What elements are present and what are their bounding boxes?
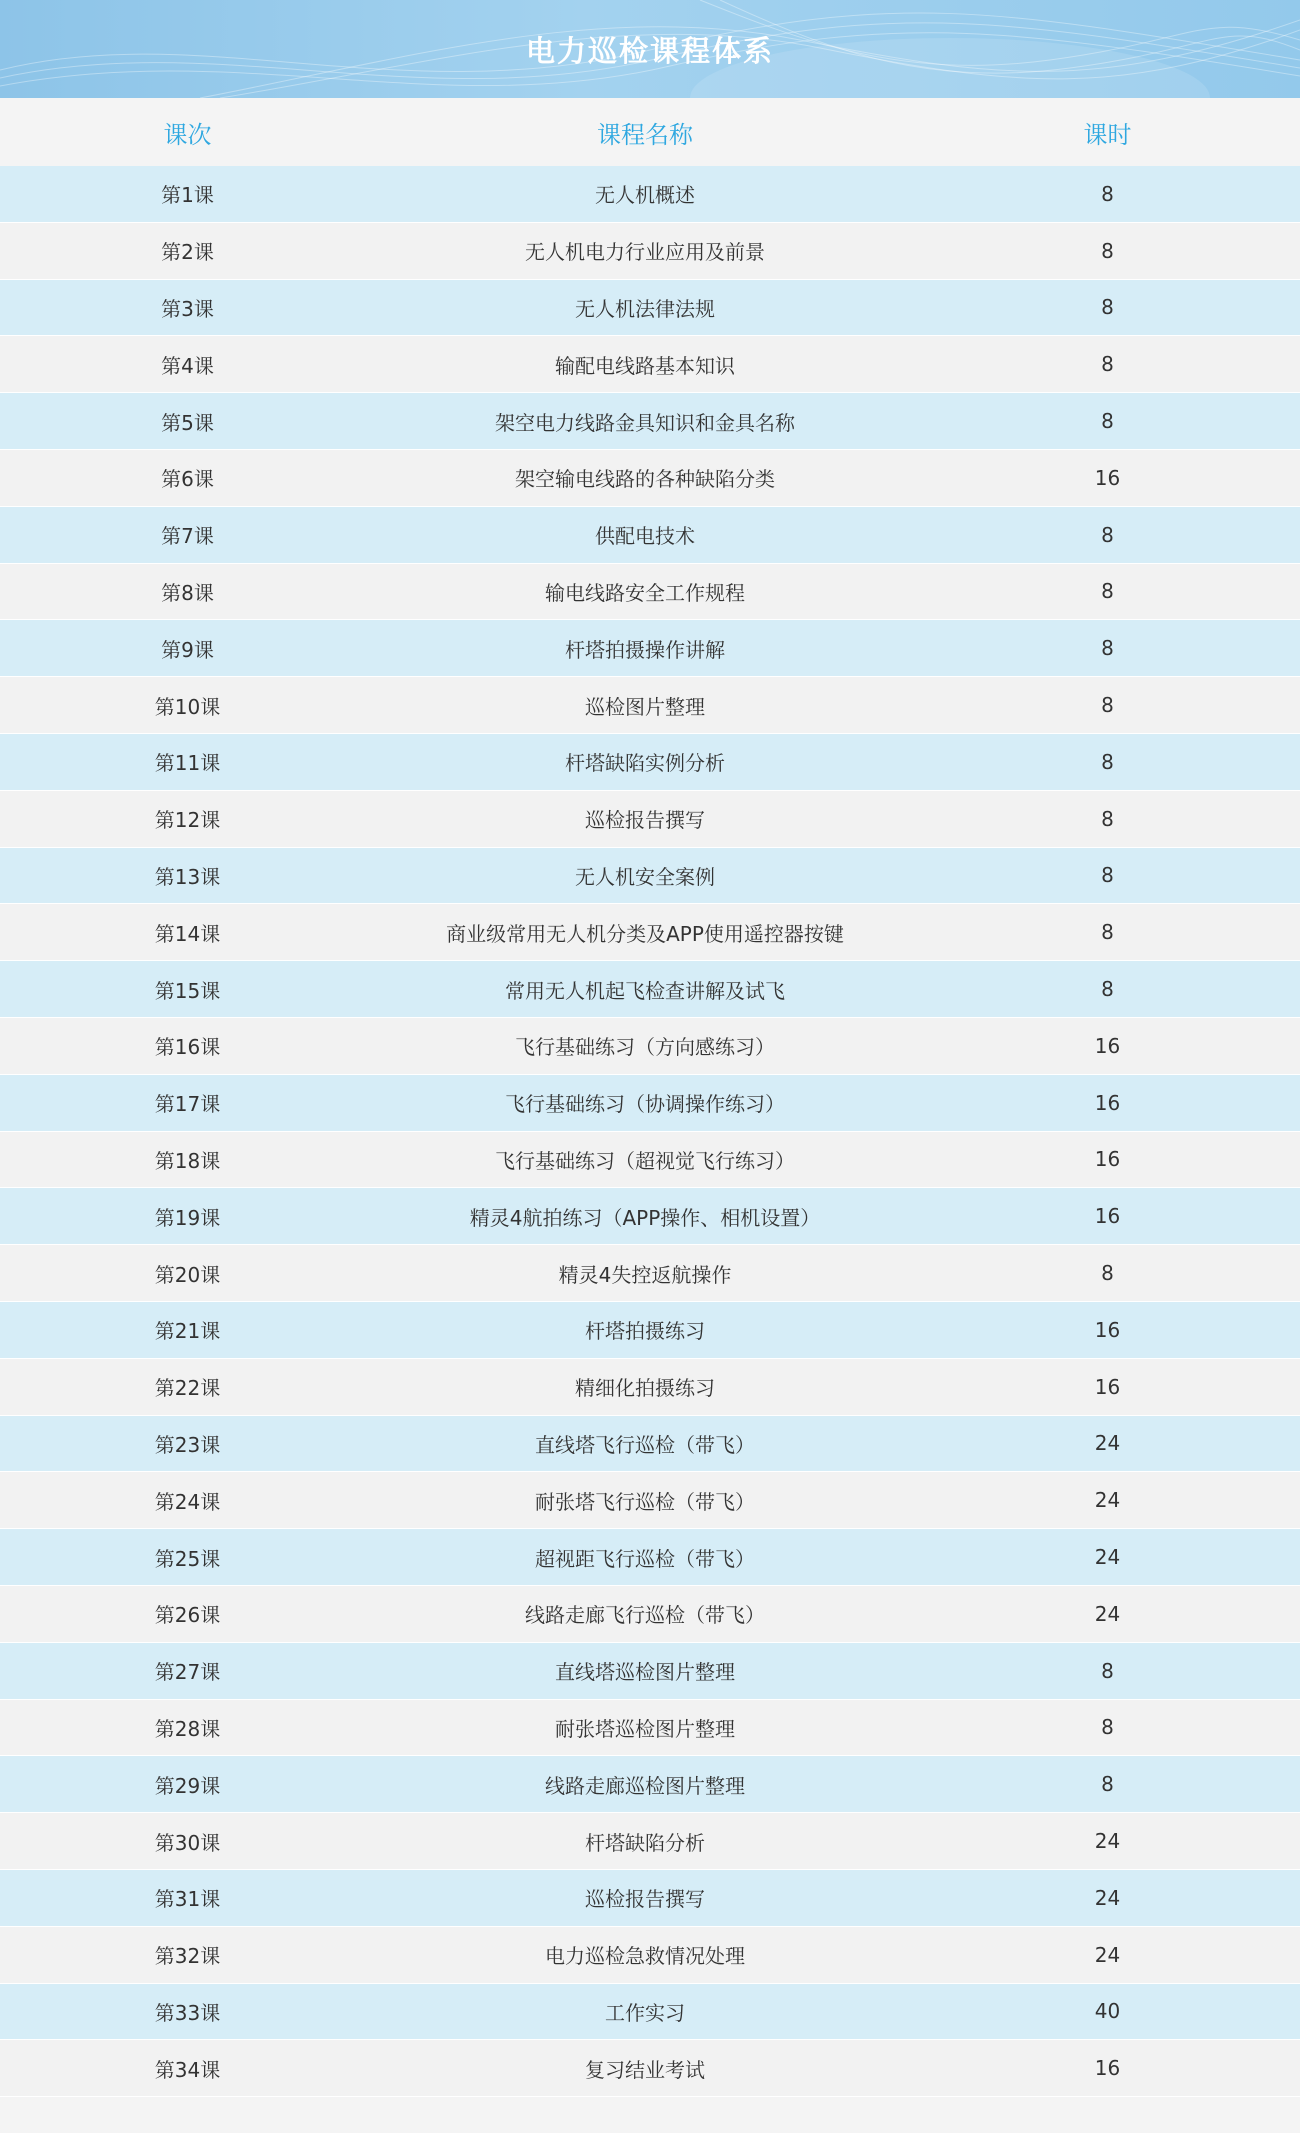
hours-cell: 24: [1094, 1488, 1121, 1513]
course-table-body: [0, 166, 1300, 2097]
hours-cell: 8: [1101, 409, 1114, 434]
title-banner: [0, 0, 1300, 98]
table-row: [0, 1472, 1300, 1529]
course-name-cell: 架空输电线路的各种缺陷分类: [515, 467, 775, 492]
table-row: [0, 1813, 1300, 1870]
course-name-cell: 杆塔拍摄操作讲解: [565, 637, 725, 662]
hours-cell: 8: [1101, 1261, 1114, 1286]
course-name-cell: 精灵4失控返航操作: [558, 1262, 732, 1287]
course-name-cell: 复习结业考试: [585, 2057, 705, 2082]
lesson-cell: 第12课: [154, 808, 221, 833]
table-row: [0, 904, 1300, 961]
hours-cell: 8: [1101, 977, 1114, 1002]
hours-cell: 8: [1101, 579, 1114, 604]
lesson-cell: 第6课: [161, 467, 214, 492]
lesson-cell: 第28课: [154, 1716, 221, 1741]
lesson-cell: 第22课: [154, 1376, 221, 1401]
table-row: [0, 1586, 1300, 1643]
hours-cell: 24: [1094, 1431, 1121, 1456]
course-name-cell: 精细化拍摄练习: [575, 1376, 715, 1401]
table-row: [0, 564, 1300, 621]
table-row: [0, 791, 1300, 848]
table-row: [0, 1700, 1300, 1757]
hours-cell: 16: [1094, 1090, 1121, 1115]
lesson-cell: 第2课: [161, 240, 214, 265]
lesson-cell: 第13课: [154, 864, 221, 889]
header-lesson: 课次: [163, 120, 212, 149]
course-name-cell: 巡检报告撰写: [585, 808, 705, 833]
lesson-cell: 第26课: [154, 1603, 221, 1628]
table-row: [0, 393, 1300, 450]
lesson-cell: 第5课: [161, 410, 214, 435]
lesson-cell: 第27课: [154, 1660, 221, 1685]
hours-cell: 16: [1094, 465, 1121, 490]
table-row: [0, 223, 1300, 280]
table-row: [0, 620, 1300, 677]
table-row: [0, 1188, 1300, 1245]
hours-cell: 16: [1094, 1204, 1121, 1229]
table-row: [0, 336, 1300, 393]
lesson-cell: 第33课: [154, 2000, 221, 2025]
course-name-cell: 无人机安全案例: [575, 864, 715, 889]
course-name-cell: 杆塔缺陷分析: [585, 1830, 705, 1855]
hours-cell: 16: [1094, 1147, 1121, 1172]
course-name-cell: 线路走廊巡检图片整理: [545, 1773, 745, 1798]
lesson-cell: 第21课: [154, 1319, 221, 1344]
hours-cell: 8: [1101, 1658, 1114, 1683]
course-name-cell: 飞行基础练习（超视觉飞行练习）: [495, 1148, 795, 1173]
lesson-cell: 第10课: [154, 694, 221, 719]
hours-cell: 8: [1101, 920, 1114, 945]
course-name-cell: 输电线路安全工作规程: [545, 580, 745, 605]
table-row: [0, 280, 1300, 337]
lesson-cell: 第8课: [161, 580, 214, 605]
lesson-cell: 第24课: [154, 1489, 221, 1514]
lesson-cell: 第7课: [161, 524, 214, 549]
lesson-cell: 第23课: [154, 1432, 221, 1457]
lesson-cell: 第18课: [154, 1148, 221, 1173]
course-name-cell: 常用无人机起飞检查讲解及试飞: [505, 978, 785, 1003]
hours-cell: 8: [1101, 181, 1114, 206]
course-name-cell: 杆塔拍摄练习: [585, 1319, 705, 1344]
course-name-cell: 超视距飞行巡检（带飞）: [535, 1546, 755, 1571]
table-row: [0, 1075, 1300, 1132]
course-name-cell: 电力巡检急救情况处理: [545, 1944, 745, 1969]
course-name-cell: 巡检图片整理: [585, 694, 705, 719]
hours-cell: 24: [1094, 1545, 1121, 1570]
header-hours: 课时: [1083, 120, 1132, 149]
course-name-cell: 无人机电力行业应用及前景: [525, 240, 765, 265]
course-name-cell: 输配电线路基本知识: [555, 353, 735, 378]
lesson-cell: 第1课: [161, 183, 214, 208]
table-row: [0, 1416, 1300, 1473]
course-name-cell: 无人机概述: [595, 183, 695, 208]
course-name-cell: 巡检报告撰写: [585, 1887, 705, 1912]
hours-cell: 24: [1094, 1601, 1121, 1626]
lesson-cell: 第29课: [154, 1773, 221, 1798]
hours-cell: 8: [1101, 238, 1114, 263]
lesson-cell: 第11课: [154, 751, 221, 776]
lesson-cell: 第9课: [161, 637, 214, 662]
table-header: [0, 98, 1300, 166]
course-name-cell: 直线塔飞行巡检（带飞）: [535, 1432, 755, 1457]
lesson-cell: 第3课: [161, 296, 214, 321]
table-row: [0, 1245, 1300, 1302]
lesson-cell: 第19课: [154, 1205, 221, 1230]
lesson-cell: 第16课: [154, 1035, 221, 1060]
course-name-cell: 直线塔巡检图片整理: [555, 1660, 735, 1685]
table-row: [0, 961, 1300, 1018]
hours-cell: 24: [1094, 1942, 1121, 1967]
course-name-cell: 精灵4航拍练习（APP操作、相机设置）: [469, 1205, 821, 1230]
table-row: [0, 734, 1300, 791]
hours-cell: 8: [1101, 522, 1114, 547]
lesson-cell: 第34课: [154, 2057, 221, 2082]
course-name-cell: 耐张塔巡检图片整理: [555, 1716, 735, 1741]
table-row: [0, 1756, 1300, 1813]
page-title: 电力巡检课程体系: [525, 33, 774, 68]
lesson-cell: 第30课: [154, 1830, 221, 1855]
course-name-cell: 飞行基础练习（协调操作练习）: [505, 1092, 785, 1117]
lesson-cell: 第14课: [154, 921, 221, 946]
table-row: [0, 1643, 1300, 1700]
course-name-cell: 供配电技术: [595, 524, 695, 549]
hours-cell: 8: [1101, 863, 1114, 888]
lesson-cell: 第4课: [161, 353, 214, 378]
hours-cell: 8: [1101, 693, 1114, 718]
hours-cell: 8: [1101, 636, 1114, 661]
course-name-cell: 无人机法律法规: [575, 296, 715, 321]
table-row: [0, 507, 1300, 564]
hours-cell: 8: [1101, 352, 1114, 377]
table-row: [0, 848, 1300, 905]
table-row: [0, 1984, 1300, 2041]
table-row: [0, 1529, 1300, 1586]
hours-cell: 8: [1101, 749, 1114, 774]
course-name-cell: 商业级常用无人机分类及APP使用遥控器按键: [446, 921, 844, 946]
lesson-cell: 第32课: [154, 1944, 221, 1969]
hours-cell: 8: [1101, 1772, 1114, 1797]
lesson-cell: 第17课: [154, 1092, 221, 1117]
lesson-cell: 第15课: [154, 978, 221, 1003]
course-name-cell: 飞行基础练习（方向感练习）: [515, 1035, 775, 1060]
course-name-cell: 杆塔缺陷实例分析: [565, 751, 725, 776]
hours-cell: 8: [1101, 806, 1114, 831]
hours-cell: 16: [1094, 1317, 1121, 1342]
lesson-cell: 第31课: [154, 1887, 221, 1912]
hours-cell: 24: [1094, 1829, 1121, 1853]
table-row: [0, 166, 1300, 223]
table-row: [0, 1927, 1300, 1984]
table-row: [0, 1870, 1300, 1927]
hours-cell: 8: [1101, 295, 1114, 320]
course-name-cell: 架空电力线路金具知识和金具名称: [495, 410, 795, 435]
lesson-cell: 第25课: [154, 1546, 221, 1571]
hours-cell: 40: [1094, 1999, 1121, 2024]
lesson-cell: 第20课: [154, 1262, 221, 1287]
table-row: [0, 1359, 1300, 1416]
hours-cell: 16: [1094, 1033, 1121, 1058]
course-name-cell: 工作实习: [605, 2000, 685, 2025]
hours-cell: 24: [1094, 1885, 1121, 1910]
course-name-cell: 线路走廊飞行巡检（带飞）: [525, 1603, 765, 1628]
hours-cell: 16: [1094, 2056, 1121, 2081]
hours-cell: 16: [1094, 1374, 1121, 1399]
table-row: [0, 2040, 1300, 2097]
table-row: [0, 450, 1300, 507]
table-row: [0, 677, 1300, 734]
table-row: [0, 1018, 1300, 1075]
hours-cell: 8: [1101, 1715, 1114, 1740]
course-name-cell: 耐张塔飞行巡检（带飞）: [535, 1489, 755, 1514]
header-course-name: 课程名称: [597, 120, 693, 149]
table-row: [0, 1132, 1300, 1189]
table-row: [0, 1302, 1300, 1359]
